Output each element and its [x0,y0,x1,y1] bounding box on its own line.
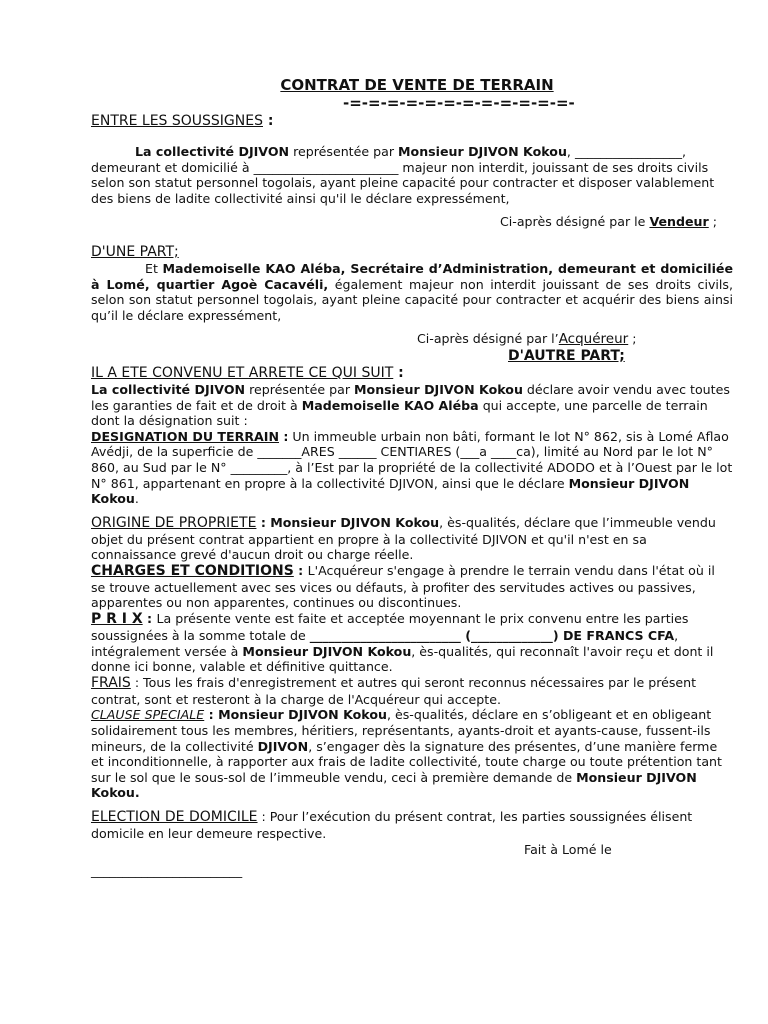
signature-line: ________________________ [91,863,243,879]
paragraph-frais [91,675,733,708]
prix-colon: : [142,611,157,627]
prix-amount-blank: ________________________ (_____________) DE FRANCS CFA [309,628,675,644]
paragraph-buyer [91,261,733,323]
convenu-colon: : [393,364,404,381]
p3-text-c: représentée par [245,381,355,397]
vendeur-label: Vendeur [649,214,709,230]
clause-text-1: , ès-qualités, déclare en s’obligeant et en obligeant solidairement tous les membres, héritiers, représentants, ayants-droit et ayants-cause, fussent-ils mineurs, de la collectivité [91,707,712,754]
p2-text-c: également majeur non interdit jouissant de ses droits civils, selon son statut personnel togolais, ayant pleine capacité pour contracter et acquérir des biens ainsi qu’il le déclare expressément, [91,276,733,323]
designation-heading: DESIGNATION DU TERRAIN [91,428,279,444]
section-convenu [91,365,733,382]
prix-vendor-name: Monsieur DJIVON Kokou [242,643,412,659]
clause-colon: : [204,707,219,723]
p1-vendor-name: Monsieur DJIVON Kokou [398,144,567,159]
origine-colon: : [256,514,271,530]
paragraph-charges [91,563,733,611]
clause-djivon: DJIVON [257,738,309,754]
document-title: CONTRAT DE VENTE DE TERRAIN [280,76,554,94]
paragraph-sale [91,382,733,429]
paragraph-designation [91,429,733,507]
designation-end: . [134,491,139,507]
vendeur-suffix: ; [708,214,717,230]
p3-text-g: qui accepte, une parcelle de terrain dont la désignation suit : [91,397,708,429]
fait-a-lome: Fait à Lomé le [524,841,612,857]
entre-heading: ENTRE LES SOUSSIGNES [91,113,263,129]
p3-djivon: DJIVON [194,381,246,397]
prix-text-1: La présente vente est faite et acceptée moyennant le prix convenu entre les parties [156,611,689,627]
paragraph-clause [91,707,733,801]
p1-text-e: , [566,144,571,159]
p3-vendor-name: Monsieur DJIVON Kokou [354,381,523,397]
vendeur-line [91,214,717,230]
paragraph-origine [91,515,733,563]
prix-text-2: soussignées à la somme totale de [91,628,310,644]
frais-text: : Tous les frais d'enregistrement et autres qui seront reconnus nécessaires par le présent contrat, sont et resteront à la charge de l'Acquéreur qui accepte. [91,674,697,707]
frais-heading: FRAIS [91,674,131,691]
p3-text-a: La collectivité [91,381,195,397]
clause-vendor-name: Monsieur DJIVON Kokou [218,707,387,723]
prix-text-3: , intégralement versée à [91,628,679,659]
charges-colon: : [293,562,308,578]
p3-text-e: déclare avoir vendu avec toutes les garanties de fait et de droit à [91,381,730,413]
charges-text: L'Acquéreur s'engage à prendre le terrain vendu dans l'état où il se trouve actuellement avec ses vices ou défauts, à profiter des servitudes actives ou passives, apparentes ou non apparentes, continues ou discontinues. [91,562,715,611]
p2-text-a: Et [145,260,163,276]
clause-vendor-name-2: Monsieur DJIVON Kokou. [91,769,697,801]
origine-heading: ORIGINE DE PROPRIETE [91,514,257,531]
acquereur-suffix: ; [628,331,637,347]
election-heading: ELECTION DE DOMICILE [91,809,258,825]
acquereur-line [417,331,733,348]
p3-buyer-name: Mademoiselle KAO Aléba [301,397,479,413]
designation-vendor-name: Monsieur DJIVON Kokou [91,475,690,507]
designation-colon: : [279,428,289,444]
designation-text: Un immeuble urbain non bâti, formant le lot N° 862, sis à Lomé Aflao Avédji, de la superficie de _______ARES ______ CENTIARES (___a ____ca), limité au Nord par le lot N° 860, au Sud par le N° _________, à l’Est par la propriété de la collectivité ADODO et à l’Ouest par le lot N° 861, appartenant en propre à la collectivité DJIVON, ainsi que le déclare [91,428,733,491]
section-entre [91,113,733,130]
p2-buyer-name: Mademoiselle KAO Aléba, Secrétaire d’Administration, demeurant et domiciliée à Lomé, quartier Agoè Cacavéli, [91,260,733,292]
paragraph-vendor [91,144,733,206]
origine-vendor-name: Monsieur DJIVON Kokou [270,514,440,530]
entre-colon: : [263,113,274,129]
p1-text-c: représentée par [289,144,399,159]
p1-djivon: DJIVON [238,144,290,159]
convenu-heading: IL A ETE CONVENU ET ARRETE CE QUI SUIT [91,364,394,381]
prix-text-4: , ès-qualités, qui reconnaît l'avoir reçu et dont il donne ici bonne, valable et définitive quittance. [91,643,714,675]
dune-part-heading: D'UNE PART; [91,243,179,260]
p1-text-a: La collectivité [135,144,239,159]
election-text: : Pour l’exécution du présent contrat, les parties soussignées élisent domicile en leur demeure respective. [91,809,693,841]
origine-text: , ès-qualités, déclare que l’immeuble vendu objet du présent contrat appartient en propre à la collectivité DJIVON et qu'il n'est en sa connaissance grevé d'aucun droit ou charge réelle. [91,514,716,563]
vendeur-prefix: Ci-après désigné par le [500,214,650,230]
acquereur-label: Acquéreur [558,331,629,348]
paragraph-prix [91,611,733,628]
charges-heading: CHARGES ET CONDITIONS [91,562,294,579]
paragraph-prix-amount [91,628,733,675]
dautre-part-heading: D'AUTRE PART; [508,347,625,364]
contract-document [91,76,733,879]
title-divider: -=-=-=-=-=-=-=-=-=-=-=-=- [343,94,575,112]
paragraph-election [91,809,733,842]
prix-heading: P R I X [91,611,143,628]
clause-text-2: , s’engager dès la signature des présentes, d’une manière ferme et inconditionnelle, à rapporter aux frais de ladite collectivité, toute charge ou toute prétention tant sur le sol que le sous-sol de l’immeuble vendu, ceci à première demande de [91,738,722,785]
clause-heading: CLAUSE SPECIALE [91,707,205,723]
acquereur-prefix: Ci-après désigné par l’ [417,331,559,347]
p1-text-f: _________________, demeurant et domicilié à _______________________ majeur non interdit, jouissant de ses droits civils selon son statut personnel togolais, ayant pleine capacité pour contracter et disposer valablement des biens de ladite collectivité ainsi qu'il le déclare expressément, [91,144,715,206]
